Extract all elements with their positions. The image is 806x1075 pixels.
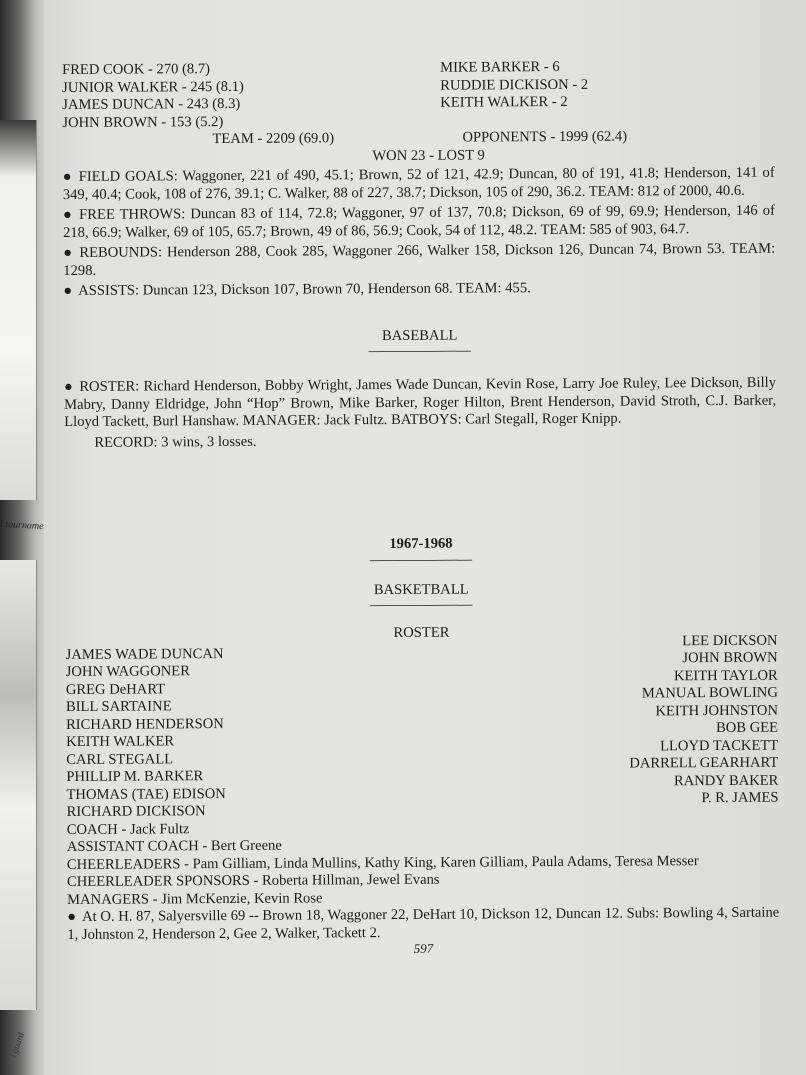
player-points: JOHN BROWN - 153 (5.2)	[62, 113, 224, 131]
adjacent-page-caption: l tourname	[0, 518, 44, 533]
season-year-heading: 1967-1968	[389, 535, 453, 553]
player-points: JUNIOR WALKER - 245 (8.1)	[62, 78, 244, 96]
baseball-roster-paragraph	[64, 375, 776, 432]
roster-player: DARRELL GEARHART	[629, 754, 779, 772]
roster-player: KEITH WALKER	[66, 733, 175, 750]
roster-heading: ROSTER	[393, 624, 450, 641]
season-record: WON 23 - LOST 9	[372, 146, 485, 164]
cheerleaders-line: CHEERLEADERS - Pam Gilliam, Linda Mullins, Kathy King, Karen Gilliam, Paula Adams, Teresa Messer	[66, 852, 699, 873]
roster-player: P. R. JAMES	[701, 789, 779, 807]
bullet-icon: ●	[62, 206, 74, 223]
roster-player: RANDY BAKER	[673, 772, 779, 789]
baseball-roster-text: ROSTER: Richard Henderson, Bobby Wright, James Wade Duncan, Kevin Rose, Larry Joe Ruley, Lee Dickson, Billy Mabry, Danny Eldridge, John “Hop” Brown, Mike Barker, Roger Hilton, Brent Henderson, David Stroth, C.J. Barker, Lloyd Tackett, Burl Hanshaw. MANAGER: Jack Fultz. BATBOYS: Carl Stegall, Roger Knipp.	[64, 374, 777, 430]
basketball-heading: BASKETBALL	[373, 581, 469, 598]
page-text	[62, 58, 779, 960]
page-number: 597	[413, 940, 434, 956]
heading-rule: ———————	[368, 342, 471, 360]
managers-line: MANAGERS - Jim McKenzie, Kevin Rose	[67, 889, 323, 908]
bullet-icon: ●	[63, 378, 74, 395]
roster-player: LEE DICKSON	[682, 632, 778, 649]
free-throws-text: FREE THROWS: Duncan 83 of 114, 72.8; Waggoner, 97 of 137, 70.8; Dickson, 69 of 99, 69.9; Henderson, 146 of 218, 66.9; Walker, 69 of 105, 65.7; Brown, 49 of 86, 56.9; Cook, 54 of 112, 48.2. TEAM: 585 of 903, 64.7.	[62, 202, 775, 241]
roster-player: JOHN BROWN	[682, 649, 778, 667]
bullet-icon: ●	[62, 168, 73, 185]
roster-player: BILL SARTAINE	[65, 698, 172, 715]
heading-rule: ———————	[370, 596, 473, 614]
roster-player: GREG DeHART	[65, 680, 166, 698]
opponents-total: OPPONENTS - 1999 (62.4)	[462, 128, 628, 146]
field-goals-paragraph	[63, 165, 775, 204]
scoring-leaders	[62, 58, 774, 132]
adjacent-page-photo-bottom	[0, 560, 37, 1010]
roster-player: JAMES WADE DUNCAN	[65, 645, 224, 663]
bullet-icon: ●	[67, 908, 77, 925]
scoring-left-column	[62, 61, 244, 132]
roster-player: PHILLIP M. BARKER	[66, 768, 204, 785]
coach-line: COACH - Jack Fultz	[66, 820, 190, 838]
player-points: RUDDIE DICKISON - 2	[440, 76, 589, 94]
assists-text: ASSISTS: Duncan 123, Dickson 107, Brown 70, Henderson 68. TEAM: 455.	[78, 280, 531, 299]
cheerleader-sponsors-line: CHEERLEADER SPONSORS - Roberta Hillman, Jewel Evans	[66, 871, 440, 890]
scoring-right-column	[440, 59, 588, 130]
roster-player: THOMAS (TAE) EDISON	[66, 785, 226, 803]
roster-player: LLOYD TACKETT	[659, 737, 779, 754]
bullet-icon: ●	[63, 244, 74, 261]
roster-player: RICHARD HENDERSON	[65, 715, 224, 733]
rebounds-paragraph	[63, 241, 775, 280]
roster-player: RICHARD DICKISON	[66, 803, 206, 820]
assists-paragraph	[63, 279, 775, 301]
player-points: JAMES DUNCAN - 243 (8.3)	[62, 95, 241, 113]
rebounds-text: REBOUNDS: Henderson 288, Cook 285, Waggoner 266, Walker 158, Dickson 126, Duncan 74, Brown 53. TEAM: 1298.	[63, 240, 776, 279]
team-total: TEAM - 2209 (69.0)	[212, 130, 335, 148]
roster-player: KEITH JOHNSTON	[655, 702, 779, 719]
adjacent-page-caption-bottom: l guard	[7, 1031, 27, 1059]
roster-player: JOHN WAGGONER	[65, 663, 190, 680]
player-points: MIKE BARKER - 6	[440, 58, 560, 76]
heading-rule: ———————	[369, 551, 473, 568]
baseball-record: RECORD: 3 wins, 3 losses.	[94, 433, 257, 451]
game-result-text: At O. H. 87, Salyersville 69 -- Brown 18, Waggoner 22, DeHart 10, Dickson 12, Duncan 12. Subs: Bowling 4, Sartaine 1, Johnston 2, Henderson 2, Gee 2, Walker, Tackett 2.	[67, 904, 780, 943]
field-goals-text: FIELD GOALS: Waggoner, 221 of 490, 45.1; Brown, 52 of 121, 42.9; Duncan, 80 of 191, 41.8; Henderson, 141 of 349, 40.4; Cook, 108 of 276, 39.1; C. Walker, 88 of 227, 38.7; Dickson, 105 of 290, 36.2. TEAM: 812 of 2000, 40.6.	[62, 164, 775, 203]
roster-player: KEITH TAYLOR	[673, 667, 778, 684]
roster-player: MANUAL BOWLING	[641, 684, 778, 702]
free-throws-paragraph	[63, 203, 775, 242]
roster-player: CARL STEGALL	[66, 750, 174, 768]
roster-left-column	[66, 646, 226, 822]
baseball-heading: BASEBALL	[381, 327, 458, 344]
player-points: FRED COOK - 270 (8.7)	[62, 61, 211, 78]
bullet-icon: ●	[63, 282, 73, 299]
assistant-coach-line: ASSISTANT COACH - Bert Greene	[66, 837, 282, 855]
roster-right-column	[629, 632, 779, 818]
player-points: KEITH WALKER - 2	[440, 93, 568, 111]
adjacent-page-photo-top	[0, 120, 37, 500]
roster-player: BOB GEE	[716, 719, 779, 737]
